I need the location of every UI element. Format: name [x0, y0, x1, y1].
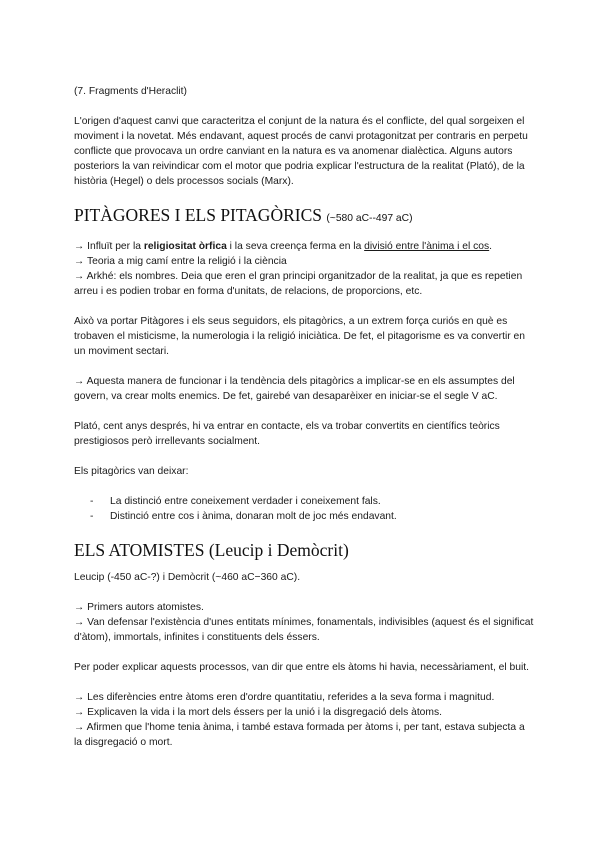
underlined-term: divisió entre l'ànima i el cos: [364, 241, 490, 252]
bullet-differences: → Les diferències entre àtoms eren d'ordre quantitatiu, referides a la seva forma i magnitud.: [74, 692, 495, 703]
bullet-theory: → Teoria a mig camí entre la religió i la ciència: [74, 256, 287, 267]
paragraph-void: Per poder explicar aquests processos, van dir que entre els àtoms hi havia, necessàriament, el buit.: [74, 662, 530, 673]
paragraph-legacy-intro: Els pitagòrics van deixar:: [74, 466, 189, 477]
section-title: PITÀGORES I ELS PITAGÒRICS: [74, 205, 322, 225]
bullet-life-death: → Explicaven la vida i la mort dels éssers per la unió i la disgregació dels àtoms.: [74, 707, 442, 718]
paragraph-plato: Plató, cent anys després, hi va entrar en contacte, els va trobar convertits en científics teòrics prestigiosos però irrellevants socialment.: [74, 421, 500, 447]
fragment-reference: (7. Fragments d'Heraclit): [74, 86, 187, 97]
list-dash: -: [90, 511, 94, 522]
list-item: [74, 494, 534, 509]
list-dash: -: [90, 496, 94, 507]
section-heading-pitagores: [74, 204, 534, 230]
bullet-arkhe: → Arkhé: els nombres. Deia que eren el gran principi organitzador de la realitat, ja que es repetien arreu i es podien trobar en forma d'unitats, de relacions, de proporcions, etc.: [74, 271, 523, 297]
list-item-text: Distinció entre cos i ànima, donaran molt de joc més endavant.: [110, 511, 397, 522]
list-item: [74, 509, 534, 524]
bold-term: religiositat òrfica: [143, 241, 227, 252]
paragraph-mysticism: Això va portar Pitàgores i els seus seguidors, els pitagòrics, a un extrem força curiós en què es trobaven el misticisme, la numerologia i la religió iniciàtica. De fet, el pitagorisme es va convertir en un moviment sectari.: [74, 316, 525, 357]
section-dates: (~580 aC--497 aC): [326, 213, 413, 224]
bullet-soul: → Afirmen que l'home tenia ànima, i també estava formada per àtoms i, per tant, estava subjecta a la disgregació o mort.: [74, 722, 525, 748]
paragraph-government: → Aquesta manera de funcionar i la tendència dels pitagòrics a implicar-se en els assumptes del govern, va crear molts enemics. De fet, gairebé van desaparèixer en iniciar-se el segle V aC.: [74, 376, 515, 402]
bullet-entities: → Van defensar l'existència d'unes entitats mínimes, fonamentals, indivisibles (aquest és el significat d'àtom), immortals, infinites i constituents dels éssers.: [74, 617, 534, 643]
document-body: [74, 84, 534, 750]
section-heading-atomistes: ELS ATOMISTES (Leucip i Demòcrit): [74, 540, 349, 560]
list-item-text: La distinció entre coneixement verdader i coneixement fals.: [110, 496, 381, 507]
bullet-first-atomists: → Primers autors atomistes.: [74, 602, 204, 613]
legacy-list: [74, 494, 534, 524]
bullet-text: .: [489, 241, 493, 252]
bullet-orphic: [74, 239, 534, 254]
intro-paragraph: L'origen d'aquest canvi que caracteritza el conjunt de la natura és el conflicte, del qual sorgeixen el moviment i la novetat. Més endavant, aquest procés de canvi protagonitzat per contraris en perpetu conflicte que provocava un ordre canviant en la natura es va anomenar dialèctica. Alguns autors posteriors la van reivindicar com el motor que podria explicar l'estructura de la realitat (Plató), de la història (Hegel) o dels processos socials (Marx).: [74, 116, 528, 187]
atomists-dates: Leucip (-450 aC-?) i Demòcrit (~460 aC−360 aC).: [74, 572, 301, 583]
bullet-text: i la seva creença ferma en la: [226, 241, 365, 252]
bullet-text: → Influït per la: [74, 241, 144, 252]
